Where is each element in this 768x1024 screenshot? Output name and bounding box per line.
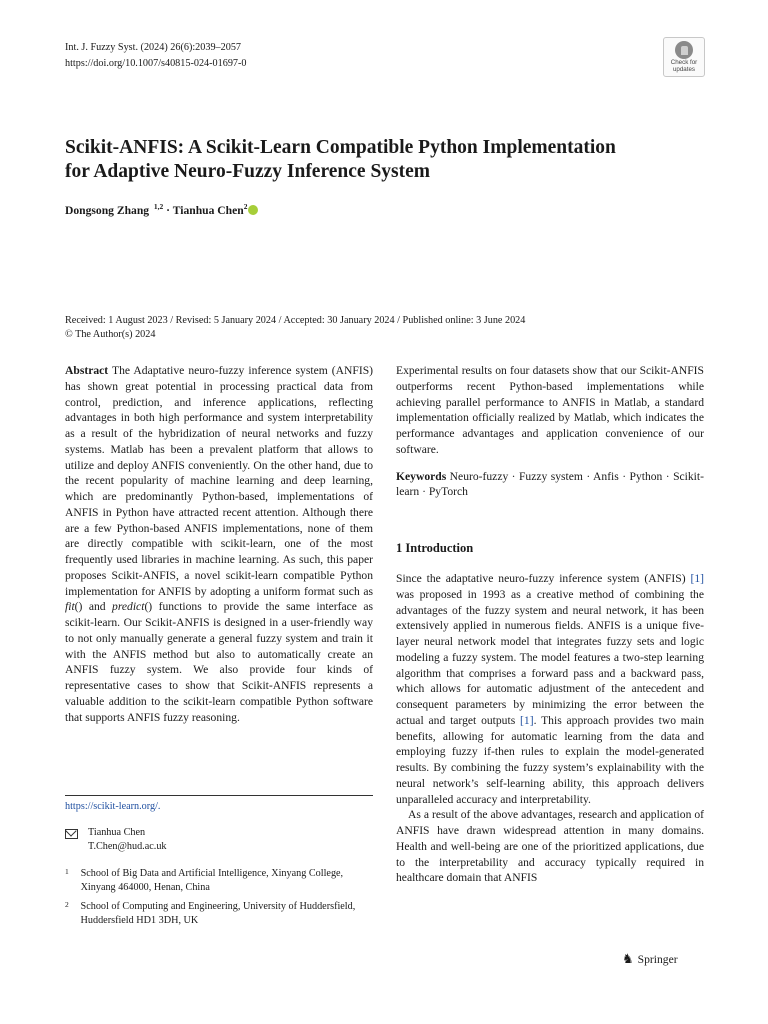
author-separator: ·: [166, 203, 173, 217]
author-list: [65, 202, 258, 217]
corresponding-author: [65, 826, 167, 854]
reference-link[interactable]: [1]: [690, 572, 704, 585]
affiliation-number: 2: [65, 900, 69, 909]
intro-paragraph: Since the adaptative neuro-fuzzy inference system (ANFIS) [1] was proposed in 1993 as a creative method of combining the advantages of the fuzzy system and neural network, it has been extensively applied in numerous fields. ANFIS is a unique five-layer neural network model that integrates fuzzy sets and logic modeling a fuzzy system. The model features a two-step learning algorithm that comprises a forward pass and a backward pass, which allows for automatic adjustment of the antecedent and consequent parameters by minimizing the error between the actual and target outputs [1]. This approach provides two main benefits, allowing for automatic learning from the data and employing fuzzy if-then rules to explain the model-generated results. By combining the fuzzy system’s explainability with the neural network’s self-learning ability, this approach delivers unparalleled accuracy and interpretability.: [396, 572, 704, 806]
affiliation-number: 1: [65, 867, 69, 876]
bookmark-icon: [675, 41, 693, 59]
paper-title: Scikit-ANFIS: A Scikit-Learn Compatible Python Implementation for Adaptive Neuro-Fuzzy Inference System: [65, 137, 616, 182]
abstract-continued: Experimental results on four datasets show that our Scikit-ANFIS outperforms recent Python-based implementations while achieving parallel performance to ANFIS in Matlab, a standard implementation officially realized by Matlab, which indicates the performance advantages and application convenience of our software.: [396, 364, 704, 456]
abstract-label: Abstract: [65, 364, 109, 377]
keywords-label: Keywords: [396, 469, 447, 483]
affiliation-1: [65, 867, 373, 895]
copyright-line: © The Author(s) 2024: [65, 329, 156, 340]
section-heading-introduction: 1 Introduction: [396, 541, 474, 555]
intro-paragraph: As a result of the above advantages, research and application of ANFIS have drawn widespread attention in many domains. Health and well-being are one of the prioritized applications, due to the interpretability and accuracy typically required in healthcare domain that ANFIS: [396, 808, 704, 885]
keywords: [396, 469, 704, 501]
author-name[interactable]: Tianhua Chen: [172, 203, 244, 217]
check-for-updates-badge[interactable]: [663, 37, 705, 77]
doi-link[interactable]: https://doi.org/10.1007/s40815-024-01697-0: [65, 58, 247, 69]
affiliation-text: School of Computing and Engineering, University of Huddersfield, Huddersfield HD1 3DH, UK: [80, 901, 356, 926]
footnote-divider: [65, 795, 373, 796]
publication-dates: [65, 314, 525, 342]
springer-horse-icon: ♞: [622, 951, 634, 966]
publisher-name: Springer: [637, 952, 678, 966]
journal-citation: Int. J. Fuzzy Syst. (2024) 26(6):2039–2057: [65, 42, 242, 53]
publisher-logo: [622, 951, 678, 967]
contact-name: Tianhua Chen: [88, 827, 146, 838]
abstract-right: [396, 363, 704, 500]
introduction-text: [396, 571, 704, 886]
author-affiliation-marker: 1,2: [153, 202, 164, 211]
dates-line: Received: 1 August 2023 / Revised: 5 January 2024 / Accepted: 30 January 2024 / Published online: 3 June 2024: [65, 315, 526, 326]
author-affiliation-marker: 2: [243, 202, 248, 211]
footnote-url-link[interactable]: https://scikit-learn.org/.: [65, 801, 161, 812]
keywords-text: Neuro-fuzzy · Fuzzy system · Anfis · Python · Scikit-learn · PyTorch: [396, 469, 704, 499]
affiliation-text: School of Big Data and Artificial Intelligence, Xinyang College, Xinyang 464000, Henan, China: [80, 868, 344, 893]
abstract-left: Abstract The Adaptative neuro-fuzzy inference system (ANFIS) has shown great potential in processing practical data from control, prediction, and inference applications, reflecting advantages in both high performance and system interpretability as a result of the hybridization of neural networks and fuzzy systems. Matlab has been a prevalent platform that allows to utilize and deploy ANFIS conveniently. On the other hand, due to the recent popularity of machine learning and deep learning, which are predominantly Python-based, implementations of ANFIS in Python have attracted recent attention. Although there are a few Python-based ANFIS implementations, none of them are directly compatible with scikit-learn, one of the most frequently used libraries in machine learning. As such, this paper proposes Scikit-ANFIS, a novel scikit-learn compatible Python implementation for ANFIS by adopting a uniform format such as fit() and predict() functions to provide the same interface as scikit-learn. Our Scikit-ANFIS is designed in a user-friendly way to not only manually generate a general fuzzy system and train it with the ANFIS method but also to automatically create an ANFIS fuzzy system. We also provide four kinds of representative cases to show that Scikit-ANFIS represents a valuable addition to the scikit-learn compatible Python software that supports ANFIS fuzzy reasoning.: [65, 364, 373, 724]
contact-email[interactable]: T.Chen@hud.ac.uk: [88, 841, 167, 852]
badge-text: Check for updates: [670, 59, 698, 73]
author-name[interactable]: Dongsong Zhang: [65, 203, 150, 217]
orcid-icon[interactable]: [248, 205, 258, 215]
journal-header: [65, 40, 247, 72]
envelope-icon: [65, 829, 78, 839]
affiliation-2: [65, 900, 373, 928]
reference-link[interactable]: [1]: [520, 713, 534, 727]
